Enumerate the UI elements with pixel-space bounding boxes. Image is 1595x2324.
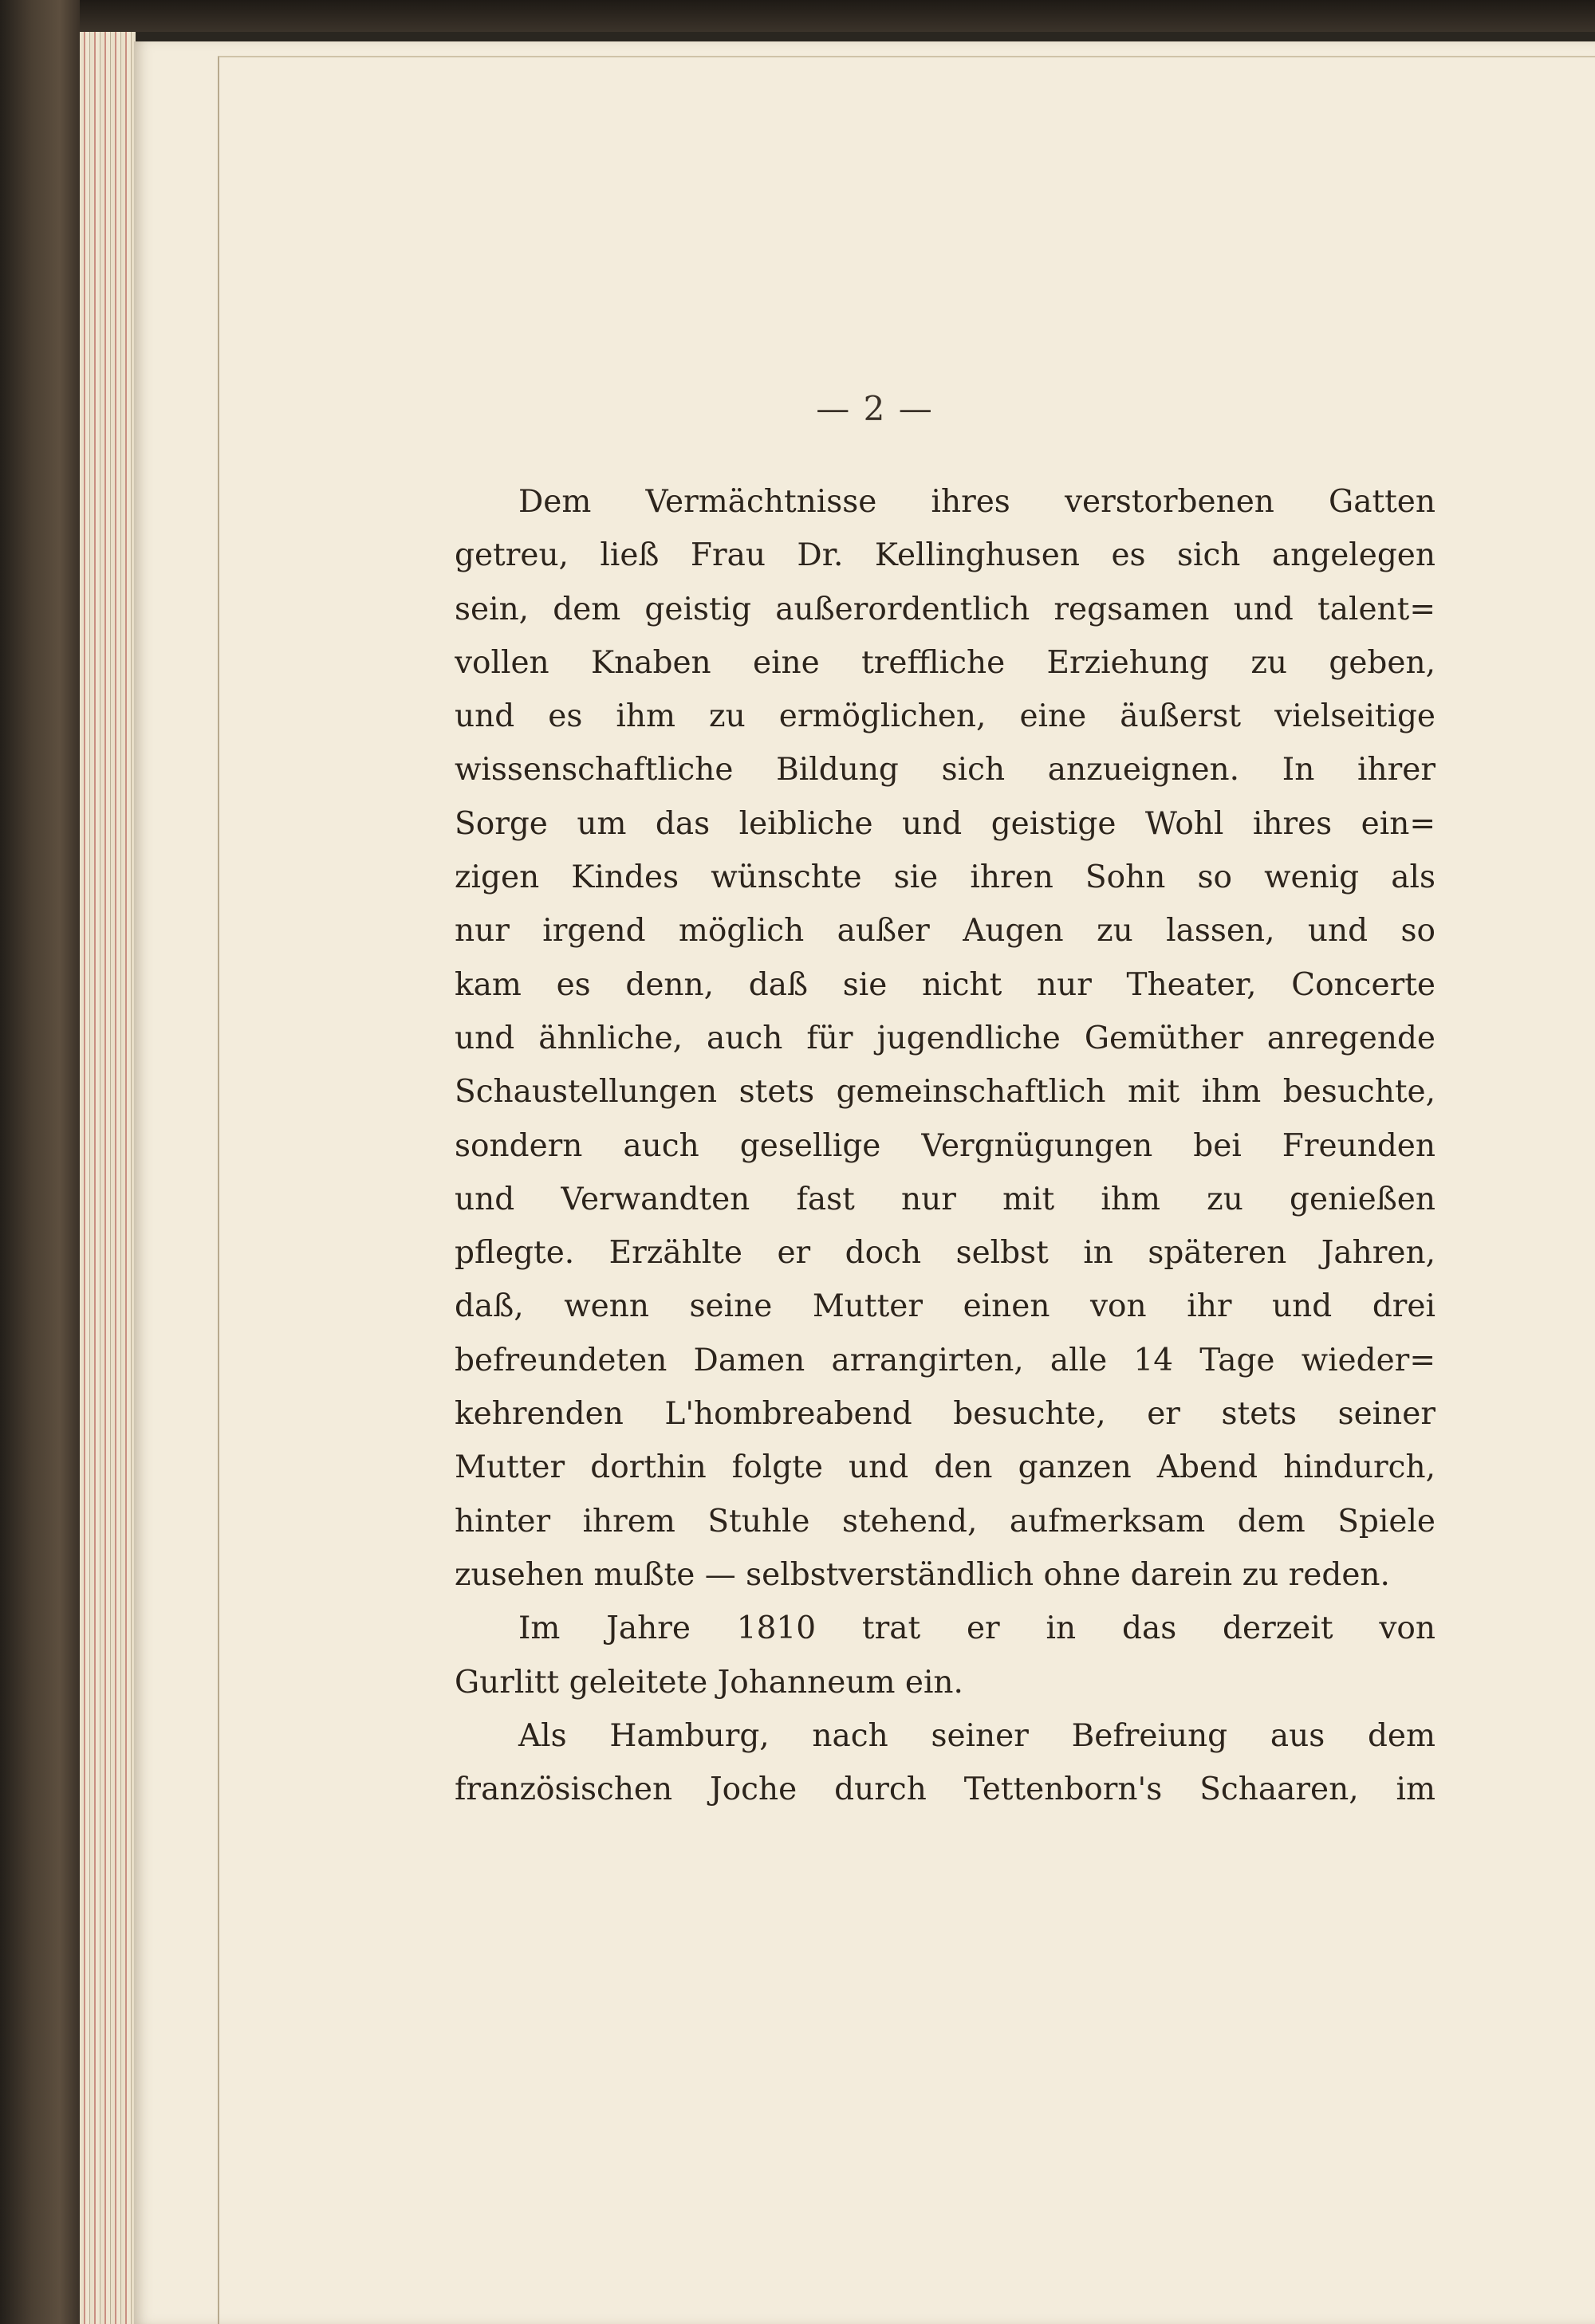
text-line: zusehen mußte — selbstverständlich ohne darein zu reden. (455, 1556, 1390, 1593)
text-line: daß, wenn seine Mutter einen von ihr und drei (455, 1288, 1436, 1325)
text-line: zigen Kindes wünschte sie ihren Sohn so wenig als (455, 859, 1436, 896)
text-line: Als Hamburg, nach seiner Befreiung aus dem (518, 1717, 1436, 1754)
text-line: pflegte. Erzählte er doch selbst in späteren Jahren, (455, 1235, 1436, 1272)
book-cover-spine (0, 0, 80, 2324)
page-edges (80, 32, 136, 2324)
page-number: — 2 — (816, 389, 934, 428)
text-line: kehrenden L'hombreabend besuchte, er stets seiner (455, 1396, 1436, 1433)
text-line: Mutter dorthin folgte und den ganzen Abend hindurch, (455, 1449, 1436, 1486)
text-line: Dem Vermächtnisse ihres verstorbenen Gatten (518, 484, 1436, 520)
text-line: Schaustellungen stets gemeinschaftlich mit ihm besuchte, (455, 1074, 1436, 1111)
text-line: nur irgend möglich außer Augen zu lassen, und so (455, 913, 1436, 950)
text-line: Im Jahre 1810 trat er in das derzeit von (518, 1610, 1436, 1647)
text-line: Gurlitt geleitete Johanneum ein. (455, 1664, 963, 1701)
text-line: und es ihm zu ermöglichen, eine äußerst vielseitige (455, 698, 1436, 735)
text-line: wissenschaftliche Bildung sich anzueignen. In ihrer (455, 752, 1436, 788)
body-text (455, 475, 1436, 1816)
text-line: vollen Knaben eine treffliche Erziehung zu geben, (455, 644, 1436, 681)
text-line: hinter ihrem Stuhle stehend, aufmerksam dem Spiele (455, 1503, 1436, 1540)
text-line: getreu, ließ Frau Dr. Kellinghusen es sich angelegen (455, 537, 1436, 574)
text-line: sondern auch gesellige Vergnügungen bei Freunden (455, 1127, 1436, 1164)
text-line: und ähnliche, auch für jugendliche Gemüther anregende (455, 1020, 1436, 1056)
text-line: befreundeten Damen arrangirten, alle 14 Tage wieder= (455, 1342, 1436, 1378)
text-line: französischen Joche durch Tettenborn's Schaaren, im (455, 1772, 1436, 1808)
text-line: kam es denn, daß sie nicht nur Theater, Concerte (455, 966, 1436, 1003)
text-line: sein, dem geistig außerordentlich regsamen und talent= (455, 591, 1436, 627)
book-cover-top (0, 0, 1595, 32)
text-line: und Verwandten fast nur mit ihm zu genießen (455, 1181, 1436, 1217)
text-line: Sorge um das leibliche und geistige Wohl ihres ein= (455, 805, 1436, 842)
